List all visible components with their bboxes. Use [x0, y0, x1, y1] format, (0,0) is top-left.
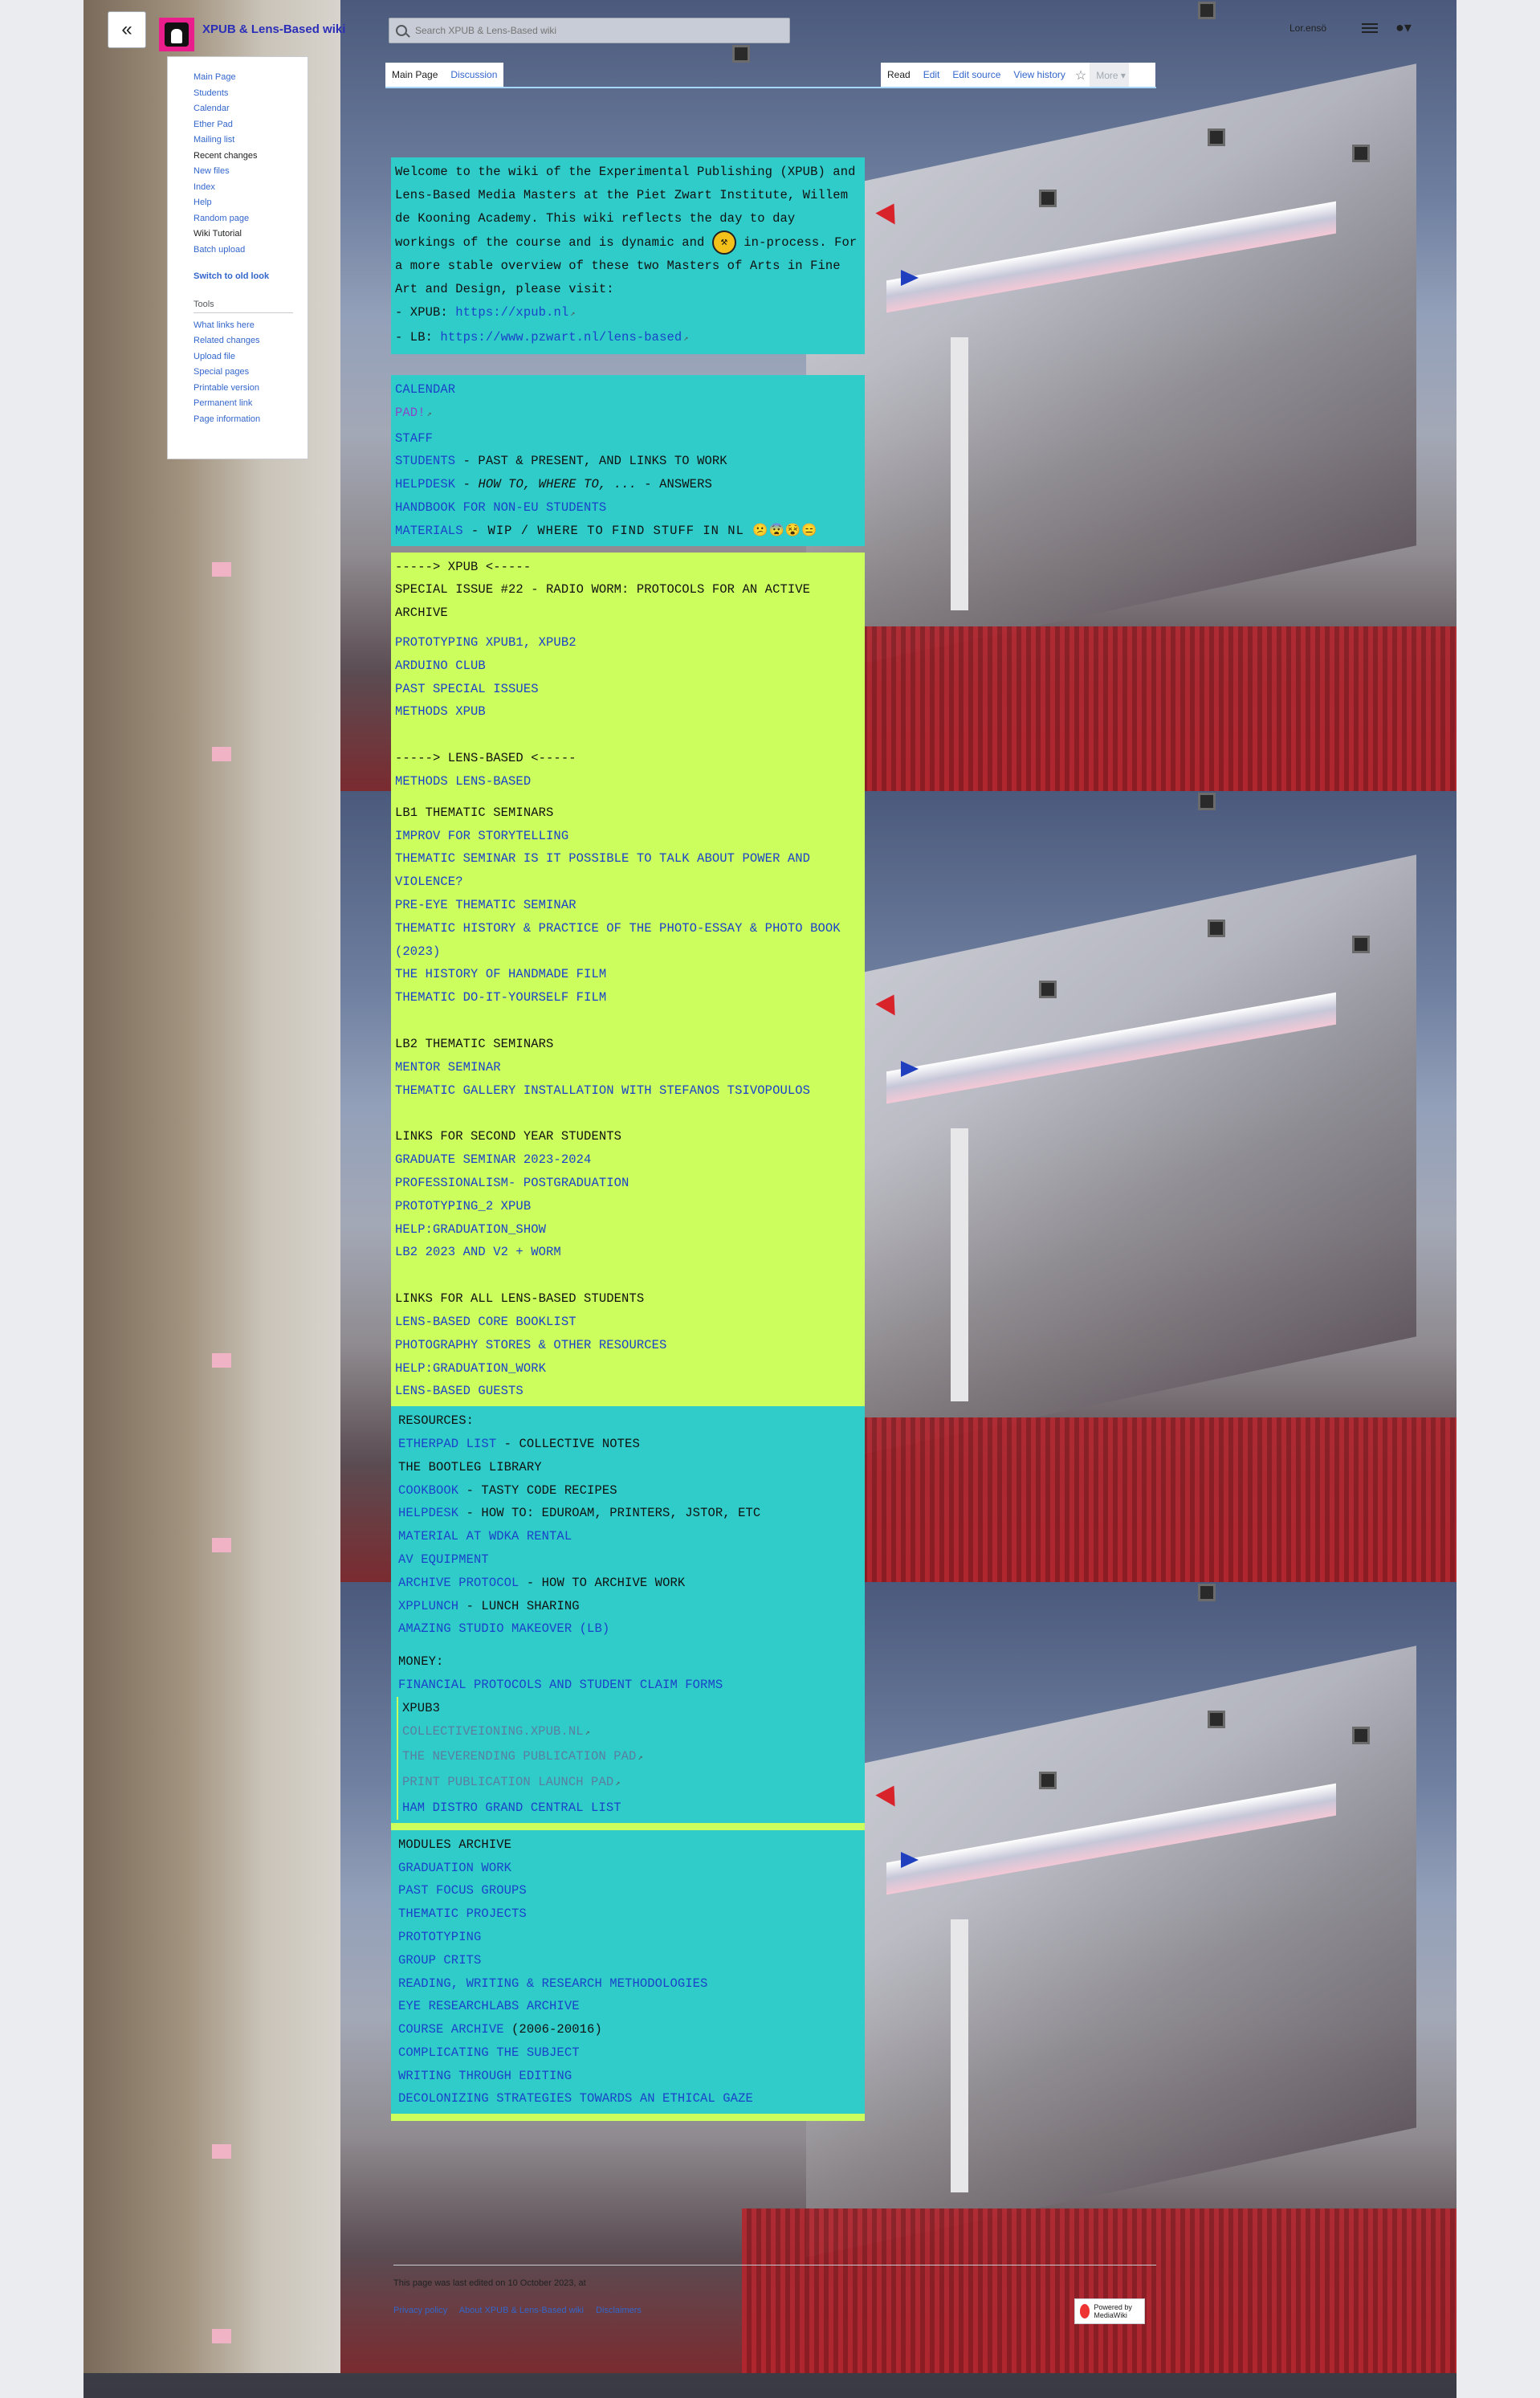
financial-protocols-link[interactable]: FINANCIAL PROTOCOLS AND STUDENT CLAIM FORMS: [398, 1677, 723, 1692]
sidebar-item-recent-changes[interactable]: Recent changes: [194, 150, 258, 161]
second-year-link[interactable]: PROTOTYPING_2 XPUB: [395, 1198, 532, 1213]
money-heading: MONEY:: [398, 1654, 444, 1670]
sidebar-item-help[interactable]: Help: [194, 198, 212, 207]
module-link[interactable]: EYE RESEARCHLABS ARCHIVE: [398, 1999, 580, 2014]
helpdesk-answers: - ANSWERS: [636, 477, 712, 492]
module-link[interactable]: PROTOTYPING: [398, 1929, 482, 1944]
cookbook-link[interactable]: COOKBOOK: [398, 1482, 459, 1498]
tab-divider: [385, 87, 1156, 88]
page-footer: [393, 2265, 1156, 2315]
xpub-label: - XPUB:: [395, 305, 456, 320]
xpub3-link[interactable]: COLLECTIVEIONING.XPUB.NL ↗: [402, 1724, 590, 1739]
modules-heading: MODULES ARCHIVE: [398, 1837, 512, 1852]
studio-makeover-link[interactable]: AMAZING STUDIO MAKEOVER (LB): [398, 1621, 610, 1637]
module-link[interactable]: GRADUATION WORK: [398, 1860, 512, 1875]
all-lensbased-link[interactable]: HELP:GRADUATION_WORK: [395, 1360, 547, 1376]
watchlist-icon[interactable]: [1362, 21, 1378, 35]
tool-permanent-link[interactable]: Permanent link: [194, 398, 253, 408]
tab-view-history[interactable]: View history: [1013, 69, 1065, 80]
cookbook-desc: - TASTY CODE RECIPES: [458, 1482, 617, 1498]
sidebar-item-main-page[interactable]: Main Page: [194, 72, 236, 82]
module-link[interactable]: READING, WRITING & RESEARCH METHODOLOGIES: [398, 1976, 708, 1991]
all-lensbased-link[interactable]: LENS-BASED CORE BOOKLIST: [395, 1314, 576, 1329]
logo-icon: [165, 22, 189, 47]
lb1-link[interactable]: THEMATIC SEMINAR IS IT POSSIBLE TO TALK ABOUT POWER AND VIOLENCE?: [395, 851, 811, 890]
tool-upload-file[interactable]: Upload file: [194, 351, 235, 361]
calendar-link[interactable]: CALENDAR: [395, 382, 456, 398]
resources-heading: RESOURCES:: [398, 1413, 475, 1429]
collapse-sidebar-button[interactable]: [108, 11, 146, 48]
materials-desc: - WIP / WHERE TO FIND STUFF IN NL 😕😨😵😑: [462, 523, 818, 538]
xpplunch-desc: - LUNCH SHARING: [458, 1598, 580, 1613]
material-rental-link[interactable]: MATERIAL AT WDKA RENTAL: [398, 1529, 572, 1544]
search-box[interactable]: [389, 18, 790, 43]
lensbased-heading: -----> LENS-BASED <-----: [395, 751, 576, 766]
lb2-link[interactable]: THEMATIC GALLERY INSTALLATION WITH STEFANOS TSIVOPOULOS: [395, 1083, 811, 1098]
tools-heading: Tools: [194, 300, 293, 313]
tool-what-links-here[interactable]: What links here: [194, 320, 255, 330]
second-year-heading: LINKS FOR SECOND YEAR STUDENTS: [395, 1129, 622, 1144]
search-input[interactable]: [415, 25, 768, 36]
lb1-link[interactable]: THEMATIC HISTORY & PRACTICE OF THE PHOTO-ESSAY & PHOTO BOOK (2023): [395, 920, 841, 959]
sidebar-item-new-files[interactable]: New files: [194, 166, 230, 176]
disclaimers-link[interactable]: Disclaimers: [596, 2306, 642, 2315]
helpdesk-resource-link[interactable]: HELPDESK: [398, 1506, 459, 1521]
lb1-link[interactable]: THEMATIC DO-IT-YOURSELF FILM: [395, 990, 607, 1005]
user-name[interactable]: Lor.ensö: [1289, 22, 1327, 34]
sidebar-item-students[interactable]: Students: [194, 88, 229, 98]
module-link[interactable]: GROUP CRITS: [398, 1952, 482, 1968]
tab-discussion[interactable]: Discussion: [450, 69, 498, 80]
xpub-link[interactable]: PAST SPECIAL ISSUES: [395, 681, 539, 696]
lb1-heading: LB1 THEMATIC SEMINARS: [395, 805, 554, 820]
divider-strip: [391, 1823, 865, 1830]
view-tabs: [881, 63, 1155, 88]
main-content: [391, 157, 865, 2121]
students-desc: - PAST & PRESENT, AND LINKS TO WORK: [455, 454, 727, 469]
lb1-link[interactable]: IMPROV FOR STORYTELLING: [395, 828, 569, 843]
pad-link[interactable]: PAD! ↗: [395, 406, 432, 420]
xpub-link[interactable]: PROTOTYPING XPUB1, XPUB2: [395, 635, 576, 650]
materials-link[interactable]: MATERIALS: [395, 523, 463, 538]
sidebar-item-mailing-list[interactable]: Mailing list: [194, 135, 235, 145]
sidebar-item-calendar[interactable]: Calendar: [194, 104, 230, 113]
av-equipment-link[interactable]: AV EQUIPMENT: [398, 1552, 489, 1567]
module-link[interactable]: WRITING THROUGH EDITING: [398, 2068, 572, 2083]
tab-read[interactable]: Read: [887, 69, 911, 80]
etherpad-desc: - COLLECTIVE NOTES: [496, 1436, 640, 1451]
xpub3-box: [397, 1697, 864, 1820]
user-menu-icon[interactable]: ●▾: [1395, 19, 1412, 35]
more-label: More: [1096, 70, 1118, 81]
second-year-link[interactable]: GRADUATE SEMINAR 2023-2024: [395, 1152, 592, 1168]
xpub-link[interactable]: ARDUINO CLUB: [395, 658, 486, 673]
helpdesk-sep: -: [455, 477, 479, 492]
lb-url-link[interactable]: https://www.pzwart.nl/lens-based ↗: [440, 330, 688, 345]
wiki-logo[interactable]: [159, 18, 194, 51]
search-icon: [396, 25, 407, 36]
tool-page-information[interactable]: Page information: [194, 414, 261, 424]
welcome-box: [391, 157, 865, 354]
tab-edit-source[interactable]: Edit source: [952, 69, 1001, 80]
helpdesk-link[interactable]: HELPDESK: [395, 477, 456, 492]
course-archive-link[interactable]: COURSE ARCHIVE: [398, 2022, 504, 2037]
students-link[interactable]: STUDENTS: [395, 454, 456, 469]
tool-special-pages[interactable]: Special pages: [194, 367, 250, 377]
site-name[interactable]: XPUB & Lens-Based wiki: [202, 22, 346, 36]
all-lensbased-link[interactable]: LENS-BASED GUESTS: [395, 1384, 524, 1399]
lb-label: - LB:: [395, 330, 441, 345]
second-year-link[interactable]: LB2 2023 AND V2 + WORM: [395, 1245, 561, 1260]
mediawiki-icon: [1080, 2304, 1090, 2318]
xpub-url-link[interactable]: https://xpub.nl ↗: [455, 305, 575, 320]
xpub3-heading: XPUB3: [402, 1700, 441, 1715]
bottom-strip: [391, 2114, 865, 2121]
lb2-heading: LB2 THEMATIC SEMINARS: [395, 1037, 554, 1052]
lb1-link[interactable]: THE HISTORY OF HANDMADE FILM: [395, 967, 607, 982]
all-lensbased-link[interactable]: PHOTOGRAPHY STORES & OTHER RESOURCES: [395, 1337, 667, 1352]
tool-related-changes[interactable]: Related changes: [194, 336, 260, 345]
xpub3-link[interactable]: THE NEVERENDING PUBLICATION PAD ↗: [402, 1749, 643, 1764]
handbook-link[interactable]: HANDBOOK FOR NON-EU STUDENTS: [395, 500, 607, 516]
watch-star-icon[interactable]: ☆: [1074, 69, 1087, 83]
module-link[interactable]: DECOLONIZING STRATEGIES TOWARDS AN ETHICAL GAZE: [398, 2091, 753, 2106]
helpdesk-desc: HOW TO, WHERE TO, ...: [478, 477, 637, 492]
module-link[interactable]: PAST FOCUS GROUPS: [398, 1883, 527, 1898]
namespace-tabs: [385, 63, 503, 88]
sidebar-item-ether-pad[interactable]: Ether Pad: [194, 119, 233, 129]
welcome-text-2: in-process. For a more stable overview of these two Masters of Arts in Fine Art and Design, please visit:: [395, 235, 858, 297]
page-header: [84, 0, 1456, 56]
construction-icon: ⚒: [712, 230, 736, 255]
tab-edit[interactable]: Edit: [923, 69, 940, 80]
lb1-link[interactable]: PRE-EYE THEMATIC SEMINAR: [395, 898, 576, 913]
welcome-text-1: Welcome to the wiki of the Experimental Publishing (XPUB) and Lens-Based Media Masters at the Piet Zwart Institute, Willem de Kooning Academy. This wiki reflects the day to day workings of the course and is dynamic and: [395, 165, 856, 251]
sidebar: [167, 56, 308, 459]
xpub-heading: -----> XPUB <-----: [395, 559, 532, 574]
switch-to-old-look-link[interactable]: Switch to old look: [194, 271, 270, 281]
module-link[interactable]: THEMATIC PROJECTS: [398, 1907, 527, 1922]
archive-protocol-link[interactable]: ARCHIVE PROTOCOL: [398, 1575, 519, 1590]
staff-link[interactable]: STAFF: [395, 430, 434, 446]
powered-by-mediawiki-badge[interactable]: [1074, 2298, 1145, 2324]
privacy-policy-link[interactable]: Privacy policy: [393, 2306, 448, 2315]
sidebar-item-index[interactable]: Index: [194, 181, 215, 192]
tab-main-page[interactable]: Main Page: [392, 69, 438, 80]
archive-desc: - HOW TO ARCHIVE WORK: [519, 1575, 686, 1590]
etherpad-list-link[interactable]: ETHERPAD LIST: [398, 1436, 497, 1451]
xpub-box: [391, 553, 865, 1407]
course-archive-years: (2006-20016): [503, 2022, 602, 2037]
about-link[interactable]: About XPUB & Lens-Based wiki: [458, 2306, 585, 2315]
xpub3-link[interactable]: PRINT PUBLICATION LAUNCH PAD ↗: [402, 1775, 620, 1789]
all-lensbased-heading: LINKS FOR ALL LENS-BASED STUDENTS: [395, 1291, 645, 1307]
xpplunch-link[interactable]: XPPLUNCH: [398, 1598, 459, 1613]
special-issue-text: SPECIAL ISSUE #22 - RADIO WORM: PROTOCOLS FOR AN ACTIVE ARCHIVE: [395, 582, 811, 621]
helpdesk-resource-desc: - HOW TO: EDUROAM, PRINTERS, JSTOR, ETC: [458, 1506, 761, 1521]
second-year-link[interactable]: HELP:GRADUATION_SHOW: [395, 1221, 547, 1237]
bootleg-library-link[interactable]: THE BOOTLEG LIBRARY: [398, 1459, 542, 1474]
xpub3-link[interactable]: HAM DISTRO GRAND CENTRAL LIST: [402, 1800, 621, 1815]
modules-box: [391, 1830, 865, 2115]
xpub-link[interactable]: METHODS XPUB: [395, 704, 486, 720]
second-year-link[interactable]: PROFESSIONALISM- POSTGRADUATION: [395, 1176, 629, 1190]
tool-printable-version[interactable]: Printable version: [194, 382, 259, 393]
quicklinks-box: [391, 375, 865, 546]
sidebar-item-batch-upload[interactable]: Batch upload: [194, 244, 246, 255]
double-chevron-left-icon: «: [121, 18, 132, 40]
more-menu-button[interactable]: More ▾: [1090, 63, 1129, 88]
sidebar-item-random-page[interactable]: Random page: [194, 213, 250, 223]
resources-box: [391, 1406, 865, 1823]
methods-lensbased-link[interactable]: METHODS LENS-BASED: [395, 774, 532, 789]
module-link[interactable]: COMPLICATING THE SUBJECT: [398, 2045, 580, 2060]
last-edited-text: This page was last edited on 10 October 2023, at: [393, 2278, 586, 2288]
sidebar-item-wiki-tutorial[interactable]: Wiki Tutorial: [194, 229, 242, 239]
lb2-link[interactable]: MENTOR SEMINAR: [395, 1059, 501, 1075]
badge-label: Powered by MediaWiki: [1094, 2303, 1132, 2319]
